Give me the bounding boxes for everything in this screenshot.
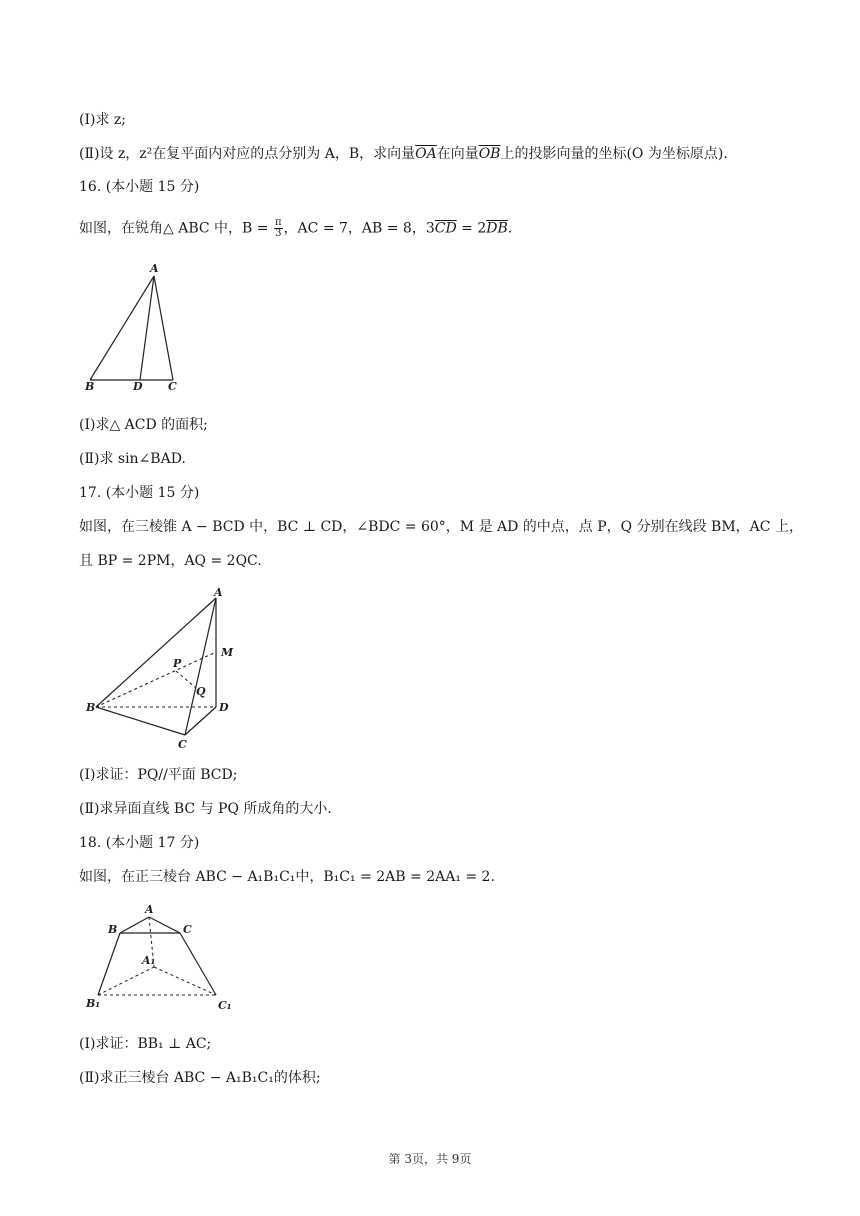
q16-statement-d: . <box>507 220 513 237</box>
fraction-numerator: π <box>274 217 282 228</box>
page-footer: 第 3页，共 9页 <box>388 1152 472 1166</box>
q15-part2-text-e: 上的投影向量的坐标(O 为坐标原点). <box>500 146 728 162</box>
q15-part2-text-a: (Ⅱ)设 z，z²在复平面内对应的点分别为 A，B，求向量 <box>79 146 416 162</box>
edge-bc <box>96 707 185 735</box>
vector-ob: $\overline{OB}$ <box>478 146 501 162</box>
label-a: A <box>145 903 154 916</box>
edge-ac <box>149 917 180 933</box>
q18-statement: 如图，在正三棱台 ABC − A₁B₁C₁中，B₁C₁ = 2AB = 2AA₁ = 2. <box>79 869 495 885</box>
vector-oa: $\overline{OA}$ <box>415 146 437 162</box>
edge-cd <box>185 707 216 735</box>
fraction-denominator: 3 <box>275 228 282 239</box>
q17-heading: 17. (本小题 15 分) <box>79 485 200 501</box>
figure-triangle-abc <box>80 260 190 395</box>
q15-part1: (Ⅰ)求 z; <box>79 112 126 128</box>
figure-frustum-svg <box>82 900 242 1015</box>
q16-statement-a: 如图，在锐角△ ABC 中，B = <box>79 220 269 237</box>
edge-ac <box>185 598 216 735</box>
q17-part1: (Ⅰ)求证：PQ//平面 BCD; <box>79 767 238 783</box>
pi-over-3-fraction <box>274 218 283 239</box>
q16-part1: (Ⅰ)求△ ACD 的面积; <box>79 417 208 433</box>
label-d: D <box>219 701 229 714</box>
q16-statement-c: = 2 <box>456 220 487 237</box>
q18-heading: 18. (本小题 17 分) <box>79 835 200 851</box>
label-c: C <box>168 380 177 393</box>
q16-statement-b: ，AC = 7，AB = 8，3 <box>283 220 435 237</box>
label-q: Q <box>196 685 206 698</box>
label-c: C <box>178 738 187 751</box>
label-b: B <box>85 380 95 393</box>
label-a: A <box>150 262 159 275</box>
label-b: B <box>86 701 96 714</box>
vector-db: $\overline{DB}$ <box>486 220 508 237</box>
edge-ba <box>120 917 149 933</box>
label-d: D <box>133 380 143 393</box>
label-a1: A₁ <box>142 954 156 967</box>
label-p: P <box>173 657 182 670</box>
figure-frustum <box>82 900 242 1015</box>
figure-triangle-abc-svg <box>80 260 190 395</box>
label-b: B <box>108 923 118 936</box>
vector-cd: $\overline{CD}$ <box>434 220 457 237</box>
q17-part2: (Ⅱ)求异面直线 BC 与 PQ 所成角的大小. <box>79 801 332 817</box>
q17-statement-line1: 如图，在三棱锥 A − BCD 中，BC ⊥ CD，∠BDC = 60°，M 是 AD 的中点，点 P，Q 分别在线段 BM，AC 上， <box>79 519 803 535</box>
edge-a1c1-hidden <box>154 967 216 995</box>
label-c1: C₁ <box>218 999 232 1012</box>
segment-ac <box>154 276 173 380</box>
edge-cc1 <box>180 933 216 995</box>
label-b1: B₁ <box>86 997 101 1010</box>
figure-tetrahedron-abcd-svg <box>82 585 242 755</box>
label-c: C <box>183 923 192 936</box>
figure-tetrahedron-abcd <box>82 585 242 755</box>
segment-pq-hidden <box>176 671 196 688</box>
q16-statement <box>79 218 512 239</box>
label-m: M <box>221 646 234 659</box>
segment-ab <box>90 276 154 380</box>
q18-part1: (Ⅰ)求证：BB₁ ⊥ AC; <box>79 1036 212 1052</box>
q15-part2 <box>79 144 728 164</box>
q18-part2: (Ⅱ)求正三棱台 ABC − A₁B₁C₁的体积; <box>79 1070 321 1086</box>
q17-statement-line2: 且 BP = 2PM，AQ = 2QC. <box>79 553 262 569</box>
q16-heading: 16. (本小题 15 分) <box>79 179 200 195</box>
q16-part2: (Ⅱ)求 sin∠BAD. <box>79 451 186 467</box>
label-a: A <box>214 586 223 599</box>
q15-part2-text-c: 在向量 <box>436 146 479 162</box>
segment-ad <box>140 276 154 380</box>
